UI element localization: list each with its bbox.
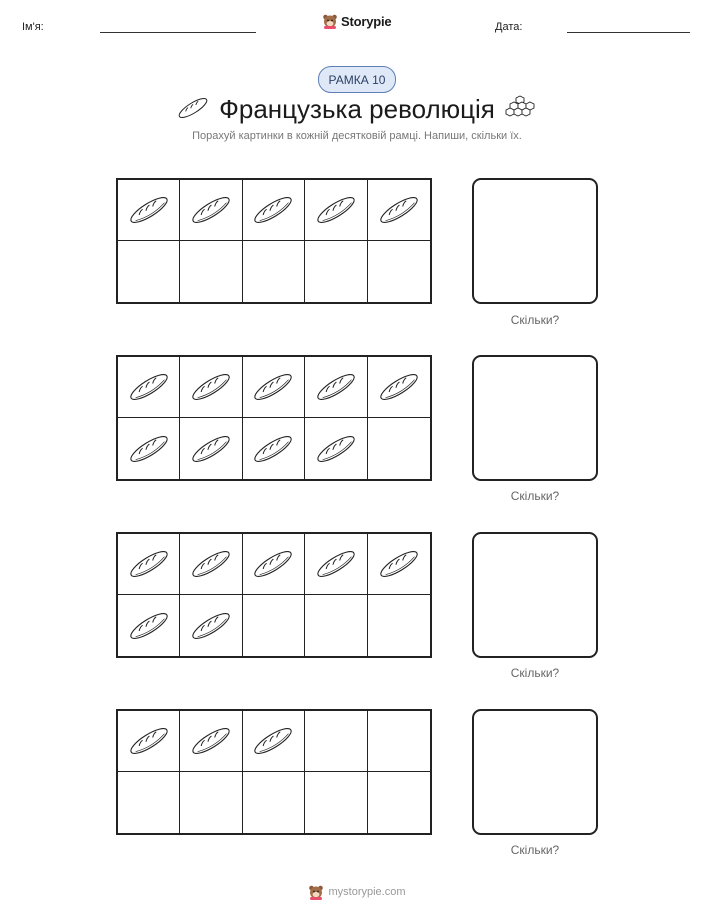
frame-cell	[180, 772, 242, 833]
frame-cell	[305, 595, 367, 656]
frame-cell	[368, 241, 430, 302]
frame-cell	[118, 357, 180, 418]
how-many-label-1: Скільки?	[510, 313, 560, 327]
baguette-icon	[127, 370, 171, 404]
name-line[interactable]	[100, 32, 256, 33]
baguette-icon	[314, 432, 358, 466]
frame-cell	[243, 180, 305, 241]
answer-box-2[interactable]	[472, 355, 598, 481]
baguette-icon	[189, 724, 233, 758]
frame-cell	[305, 772, 367, 833]
frame-cell	[118, 418, 180, 479]
frame-cell	[368, 357, 430, 418]
frame-cell	[305, 418, 367, 479]
cobblestones-icon	[505, 95, 535, 119]
bear-icon	[322, 13, 338, 29]
baguette-icon	[189, 193, 233, 227]
frame-cell	[118, 595, 180, 656]
brand-logo	[322, 13, 391, 29]
frame-cell	[368, 595, 430, 656]
how-many-label-4: Скільки?	[510, 843, 560, 857]
ten-frame-4	[116, 709, 432, 835]
baguette-icon	[314, 547, 358, 581]
baguette-icon	[251, 193, 295, 227]
date-label: Дата:	[495, 21, 523, 33]
frame-cell	[368, 180, 430, 241]
ten-frame-3	[116, 532, 432, 658]
footer	[0, 884, 714, 900]
baguette-icon	[251, 432, 295, 466]
baguette-icon	[314, 370, 358, 404]
frame-cell	[368, 418, 430, 479]
frame-cell	[180, 595, 242, 656]
frame-cell	[243, 241, 305, 302]
frame-cell	[118, 180, 180, 241]
frame-cell	[180, 711, 242, 772]
frame-cell	[180, 534, 242, 595]
instructions: Порахуй картинки в кожній десятковій рамці. Напиши, скільки їх.	[192, 130, 522, 142]
frame-cell	[368, 711, 430, 772]
baguette-icon	[251, 547, 295, 581]
baguette-icon	[189, 609, 233, 643]
ten-frame-1	[116, 178, 432, 304]
brand-name: Storypie	[341, 13, 392, 29]
frame-cell	[368, 772, 430, 833]
frame-cell	[180, 418, 242, 479]
frame-cell	[118, 241, 180, 302]
answer-box-3[interactable]	[472, 532, 598, 658]
baguette-icon	[377, 193, 421, 227]
frame-cell	[368, 534, 430, 595]
frame-cell	[180, 241, 242, 302]
baguette-icon	[189, 432, 233, 466]
frame-cell	[243, 418, 305, 479]
frame-badge: РАМКА 10	[318, 66, 396, 93]
frame-cell	[180, 180, 242, 241]
baguette-icon	[251, 724, 295, 758]
date-line[interactable]	[567, 32, 690, 33]
baguette-icon	[127, 724, 171, 758]
frame-cell	[118, 711, 180, 772]
frame-cell	[180, 357, 242, 418]
frame-cell	[305, 241, 367, 302]
frame-cell	[305, 711, 367, 772]
name-label: Ім'я:	[22, 21, 44, 33]
bear-icon	[308, 884, 324, 900]
how-many-label-3: Скільки?	[510, 666, 560, 680]
footer-url: mystorypie.com	[328, 886, 406, 898]
frame-cell	[305, 180, 367, 241]
baguette-icon	[377, 370, 421, 404]
frame-cell	[243, 357, 305, 418]
frame-cell	[305, 357, 367, 418]
baguette-icon	[251, 370, 295, 404]
frame-cell	[243, 772, 305, 833]
answer-box-1[interactable]	[472, 178, 598, 304]
frame-cell	[305, 534, 367, 595]
baguette-icon	[127, 609, 171, 643]
ten-frame-2	[116, 355, 432, 481]
answer-box-4[interactable]	[472, 709, 598, 835]
baguette-icon	[127, 432, 171, 466]
frame-cell	[118, 772, 180, 833]
frame-cell	[243, 534, 305, 595]
baguette-icon	[314, 193, 358, 227]
frame-cell	[243, 711, 305, 772]
baguette-icon	[127, 193, 171, 227]
frame-cell	[118, 534, 180, 595]
baguette-icon	[189, 370, 233, 404]
how-many-label-2: Скільки?	[510, 489, 560, 503]
page-title: Французька революція	[219, 94, 495, 124]
baguette-icon	[127, 547, 171, 581]
baguette-icon	[189, 547, 233, 581]
frame-cell	[243, 595, 305, 656]
baguette-icon	[377, 547, 421, 581]
